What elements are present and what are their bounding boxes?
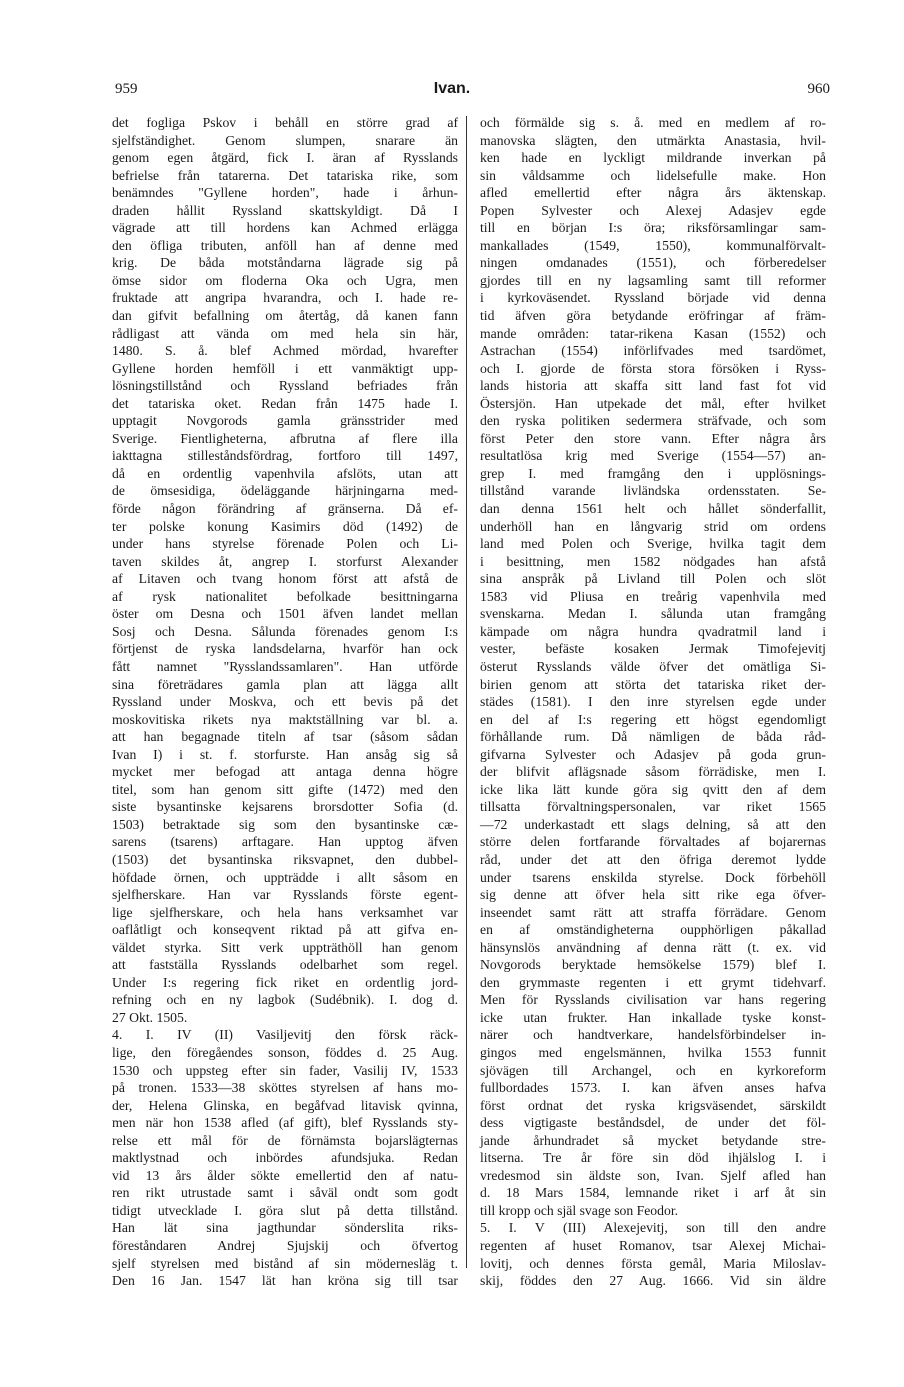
text-line: till en början I:s öra; riksförsamlingar sam- — [480, 220, 826, 236]
text-line: svenskarna. Medan I. sålunda utan framgång — [480, 606, 826, 622]
text-line: Novgorods beryktade hemsökelse 1579) blef I. — [480, 957, 826, 973]
text-line: der blifvit aflägsnade såsom förrädiske, men I. — [480, 764, 826, 780]
text-line: sjövägen till Archangel, och en kyrkoreform — [480, 1062, 826, 1078]
left-column — [112, 114, 458, 1290]
text-line: Sverige. Fientligheterna, afbrutna af flere illa — [112, 430, 458, 446]
text-line: oaflåtligt och konseqvent riktad på att gifva en- — [112, 922, 458, 938]
text-line: fullbordades 1573. I. kan äfven anses hafva — [480, 1080, 826, 1096]
text-line: den öfliga tributen, anföll han af denne med — [112, 237, 458, 253]
text-line: birien genom att störta det tatariska riket der- — [480, 676, 826, 692]
text-line: i besittning, men 1582 nödgades han afstå — [480, 553, 826, 569]
text-line: dan gifvit befallning om återtåg, då kanen fann — [112, 308, 458, 324]
text-line: och I. gjorde de första stora försöken i Ryss- — [480, 360, 826, 376]
text-line: Men för Rysslands civilisation var hans regering — [480, 992, 826, 1008]
text-line: genom egen åtgärd, fick I. äran af Rysslands — [112, 150, 458, 166]
text-line: och förmälde sig s. å. med en medlem af ro- — [480, 115, 826, 130]
text-line: den grymmaste regenten i ett grymt tidehvarf. — [480, 974, 826, 990]
text-line: vester, befäste kosaken Jermak Timofejevitj — [480, 641, 826, 657]
text-line: städes (1581). I den inre styrelsen egde under — [480, 694, 826, 710]
text-line: tillstånd varande livländska ordensstaten. Se- — [480, 483, 826, 499]
text-line: vid 13 års ålder sökte emellertid den af natu- — [112, 1167, 458, 1183]
text-line: jande århundradet så mycket betydande stre- — [480, 1132, 826, 1148]
text-line: österut Rysslands välde öfver det omätliga Si- — [480, 658, 826, 674]
text-line: lands historia att skaffa sitt land fast fot vid — [480, 378, 826, 394]
text-line: gifvarna Sylvester och Adasjev på goda grun- — [480, 746, 826, 762]
text-line: under tsarens enskilda styrelse. Dock förbehöll — [480, 869, 826, 885]
text-line: Ivan I) i st. f. storfurste. Han ansåg sig så — [112, 746, 458, 762]
text-line: moskovitiska rikets nya maktställning var bl. a. — [112, 711, 458, 727]
text-line: tillsatta förvaltningspersonalen, var riket 1565 — [480, 799, 826, 815]
text-line: afled emellertid efter några års äktenskap. — [480, 185, 826, 201]
text-line: ren rikt utrustade samt i såväl ondt som godt — [112, 1185, 458, 1201]
text-line: gjordes till en ny lagsamling samt till reformer — [480, 272, 826, 288]
text-line: dess vigtigaste beståndsdel, de under det föl- — [480, 1115, 826, 1131]
text-line: sig denne att öfver hela sitt rike ega öfver- — [480, 887, 826, 903]
text-line: 1503) betraktade sig som den bysantinske cæ- — [112, 816, 458, 832]
page-title: Ivan. — [433, 80, 471, 97]
text-line: land med Polen och Sverige, hvilka tagit dem — [480, 536, 826, 552]
text-line: rådligast att vända om med hela sin här, — [112, 325, 458, 341]
text-line: på tronen. 1533—38 sköttes styrelsen af hans mo- — [112, 1080, 458, 1096]
text-line: först ordnat det ryska krigsväsendet, särskildt — [480, 1097, 826, 1113]
text-line: tid äfven göra betydande eröfringar af främ- — [480, 308, 826, 324]
text-line: relse ett mål för de förnämsta bojarslägternas — [112, 1132, 458, 1148]
page-number-right: 960 — [807, 81, 830, 97]
text-line: icke utan frukter. Han inkallade tyske konst- — [480, 1009, 826, 1025]
text-line: till kropp och själ svage son Feodor. — [480, 1202, 679, 1218]
text-line: Den 16 Jan. 1547 lät han kröna sig till tsar — [112, 1273, 458, 1289]
text-line: skij, föddes den 27 Aug. 1666. Vid sin äldre — [480, 1273, 826, 1289]
text-line: en af omständigheterna oupphörligen påkallad — [480, 922, 826, 938]
text-line: refning och en ny lagbok (Sudébnik). I. dog d. — [112, 992, 458, 1008]
page-number-left: 959 — [115, 81, 138, 97]
text-line: sjelfherskare. Han var Rysslands förste egent- — [112, 887, 458, 903]
text-line: sjelf styrelsen med bistånd af sin mödernesläg t. — [112, 1255, 458, 1271]
text-line: det tatariska oket. Redan från 1475 hade I. — [112, 395, 458, 411]
text-line: det fogliga Pskov i behåll en större grad af — [112, 115, 458, 130]
text-line: inseendet samt rätt att straffa förrädare. Genom — [480, 904, 826, 920]
text-line: resultatlösa krig med Sverige (1554—57) an- — [480, 448, 826, 464]
text-line: icke lika lätt kunde göra sig qvitt den af dem — [480, 781, 826, 797]
text-line: Han lät sina jagthundar sönderslita riks- — [112, 1220, 458, 1236]
text-line: sarens (tsarens) arftagare. Han upptog äfven — [112, 834, 458, 850]
text-line: iakttagna stilleståndsfördrag, fortforo till 1497, — [112, 448, 458, 464]
text-line: af Litaven och tvang honom först att afstå de — [112, 571, 458, 587]
text-line: förhållande rum. Då nämligen de båda råd- — [480, 729, 826, 745]
text-line: taven skildes åt, angrep I. storfurst Alexander — [112, 553, 458, 569]
text-line: benämndes "Gyllene horden", hade i århun- — [112, 185, 458, 201]
text-line: i kyrkoväsendet. Ryssland började vid denna — [480, 290, 826, 306]
text-line: förtjenst de ryska landsdelarna, hvarför han ock — [112, 641, 458, 657]
text-line: regenten af huset Romanov, tsar Alexej Michai- — [480, 1238, 826, 1253]
text-line: under hans styrelse förenade Polen och Li- — [112, 536, 458, 552]
text-line: fruktade att angripa hvarandra, och I. hade re- — [112, 290, 458, 306]
text-line: mankallades (1549, 1550), kommunalförvalt- — [480, 237, 826, 253]
text-line: sin våldsamme och lidelsefulle make. Hon — [480, 167, 826, 183]
text-line: 1480. S. å. blef Achmed mördad, hvarefter — [112, 343, 458, 359]
text-line: 1530 och uppsteg efter sin fader, Vasilij IV, 1533 — [112, 1062, 458, 1078]
text-line: titel, som han genom sitt gifte (1472) med den — [112, 781, 458, 797]
text-line: befrielse från tatarerna. Det tatariska rike, som — [112, 167, 458, 183]
text-line: krig. De båda motståndarna lägrade sig på — [112, 255, 458, 271]
text-line: att fastställa Rysslands odelbarhet som regel. — [112, 957, 458, 973]
text-line: närer och handtverkare, handelsförbindelser in- — [480, 1027, 826, 1043]
text-line: vägrade att till hordens kan Achmed erlägga — [112, 220, 458, 236]
text-line: sina företrädares gamla plan att lägga allt — [112, 676, 458, 692]
text-line: höfdade örnen, och uppträdde i allt såsom en — [112, 869, 458, 885]
text-line: föreståndaren Andrej Sjujskij och öfvertog — [112, 1238, 458, 1253]
text-line: förde någon förändring af gränserna. Då ef- — [112, 501, 458, 517]
text-line: 27 Okt. 1505. — [112, 1009, 188, 1025]
text-line: Ryssland under Moskva, och ett bevis på det — [112, 694, 458, 710]
text-line: en del af I:s regering ett högst egendomligt — [480, 711, 826, 727]
text-line: draden hållit Ryssland skattskyldigt. Då I — [112, 202, 458, 218]
text-line: ken hade en lyckligt mildrande inverkan på — [480, 150, 826, 166]
text-line: fått namnet "Rysslandssamlaren". Han utförde — [112, 658, 458, 674]
text-line: hänsynslös användning af denna rätt (t. ex. vid — [480, 939, 826, 955]
column-divider — [466, 116, 467, 1268]
text-line: mande områden: tatar-rikena Kasan (1552) och — [480, 325, 826, 341]
text-line: (1503) det bysantinska riksvapnet, den dubbel- — [112, 851, 458, 867]
text-line: Östersjön. Han utpekade det mål, efter hvilket — [480, 395, 826, 411]
text-line: gingos med engelsmännen, hvilka 1553 funnit — [480, 1044, 826, 1060]
text-line: lige sjelfherskare, och hela hans verksamhet var — [112, 904, 458, 920]
text-line: dan denna 1561 helt och hållet sönderfallit, — [480, 501, 826, 517]
text-line: litserna. Tre år före sin död ihjälslog I. i — [480, 1150, 826, 1166]
text-line: större delen fortfarande förvaltades af bojarernas — [480, 834, 826, 850]
text-line: råd, under det att den öfriga deremot lydde — [480, 851, 826, 867]
text-line: ningen omdanades (1551), och förberedelser — [480, 255, 826, 271]
text-line: vredesmod sin äldste son, Ivan. Sjelf afled han — [480, 1167, 826, 1183]
text-line: de ömsesidiga, ödeläggande härjningarna med- — [112, 483, 458, 499]
text-line: först Peter den store vann. Efter några års — [480, 430, 826, 446]
text-line: öster om Desna och 1501 äfven landet mellan — [112, 606, 458, 622]
text-line: mycket mer befogad att antaga denna högre — [112, 764, 458, 780]
text-line: 4. I. IV (II) Vasiljevitj den försk räck- — [112, 1027, 458, 1043]
text-line: Sosj och Desna. Sålunda förenades genom I:s — [112, 623, 458, 639]
text-line: att han begagnade titeln af tsar (såsom sådan — [112, 729, 458, 745]
text-line: der, Helena Glinska, en begåfvad litavisk qvinna, — [112, 1097, 458, 1113]
text-line: grep I. med framgång den i upplösnings- — [480, 465, 826, 481]
text-line: manovska slägten, den utmärkta Anastasia, hvil- — [480, 132, 826, 148]
text-line: väldet styrka. Sitt verk uppträthöll han genom — [112, 939, 458, 955]
text-line: kämpade om några hundra qvadratmil land i — [480, 623, 826, 639]
text-line: siste bysantinske kejsarens brorsdotter Sofia (d. — [112, 799, 458, 815]
text-line: d. 18 Mars 1584, lemnande riket i arf åt sin — [480, 1185, 826, 1201]
text-line: Popen Sylvester och Alexej Adasjev egde — [480, 202, 826, 218]
text-line: maktlystnad och inbördes afundsjuka. Redan — [112, 1150, 458, 1166]
text-line: men när hon 1538 afled (af gift), blef Rysslands sty- — [112, 1115, 458, 1131]
text-line: den ryska politiken sedermera sträfvade, och som — [480, 413, 826, 429]
text-line: ter polske konung Kasimirs död (1492) de — [112, 518, 458, 534]
text-line: tidigt utvecklade I. göra slut på detta tillstånd. — [112, 1202, 458, 1218]
text-line: lösningstillstånd och Ryssland befriades från — [112, 378, 458, 394]
text-line: då en ordentlig vapenhvila afslöts, utan att — [112, 465, 458, 481]
text-line: af rysk nationalitet befolkade besittningarna — [112, 588, 458, 604]
text-line: ömse sidor om floderna Oka och Ugra, men — [112, 272, 458, 288]
text-line: 1583 vid Pliusa en treårig vapenhvila med — [480, 588, 826, 604]
text-line: lovitj, och dennes första gemål, Maria Miloslav- — [480, 1255, 826, 1271]
text-line: Astrachan (1554) införlifvades med tsardömet, — [480, 343, 826, 359]
text-line: lige, den föregåendes sonson, föddes d. 25 Aug. — [112, 1044, 458, 1060]
right-column — [480, 114, 826, 1290]
text-line: sjelfständighet. Genom slumpen, snarare än — [112, 132, 458, 148]
text-line: —72 underkastadt ett slags delning, så att den — [480, 816, 826, 832]
text-line: Under I:s regering fick riket en ordentlig jord- — [112, 974, 458, 990]
text-line: sina anspråk på Livland till Polen och slöt — [480, 571, 826, 587]
text-line: 5. I. V (III) Alexejevitj, son till den andre — [480, 1220, 826, 1236]
text-line: underhöll han en långvarig strid om ordens — [480, 518, 826, 534]
text-line: upptagit Novgorods gamla gränsstrider med — [112, 413, 458, 429]
text-line: Gyllene horden hemföll i ett vanmäktigt upp- — [112, 360, 458, 376]
